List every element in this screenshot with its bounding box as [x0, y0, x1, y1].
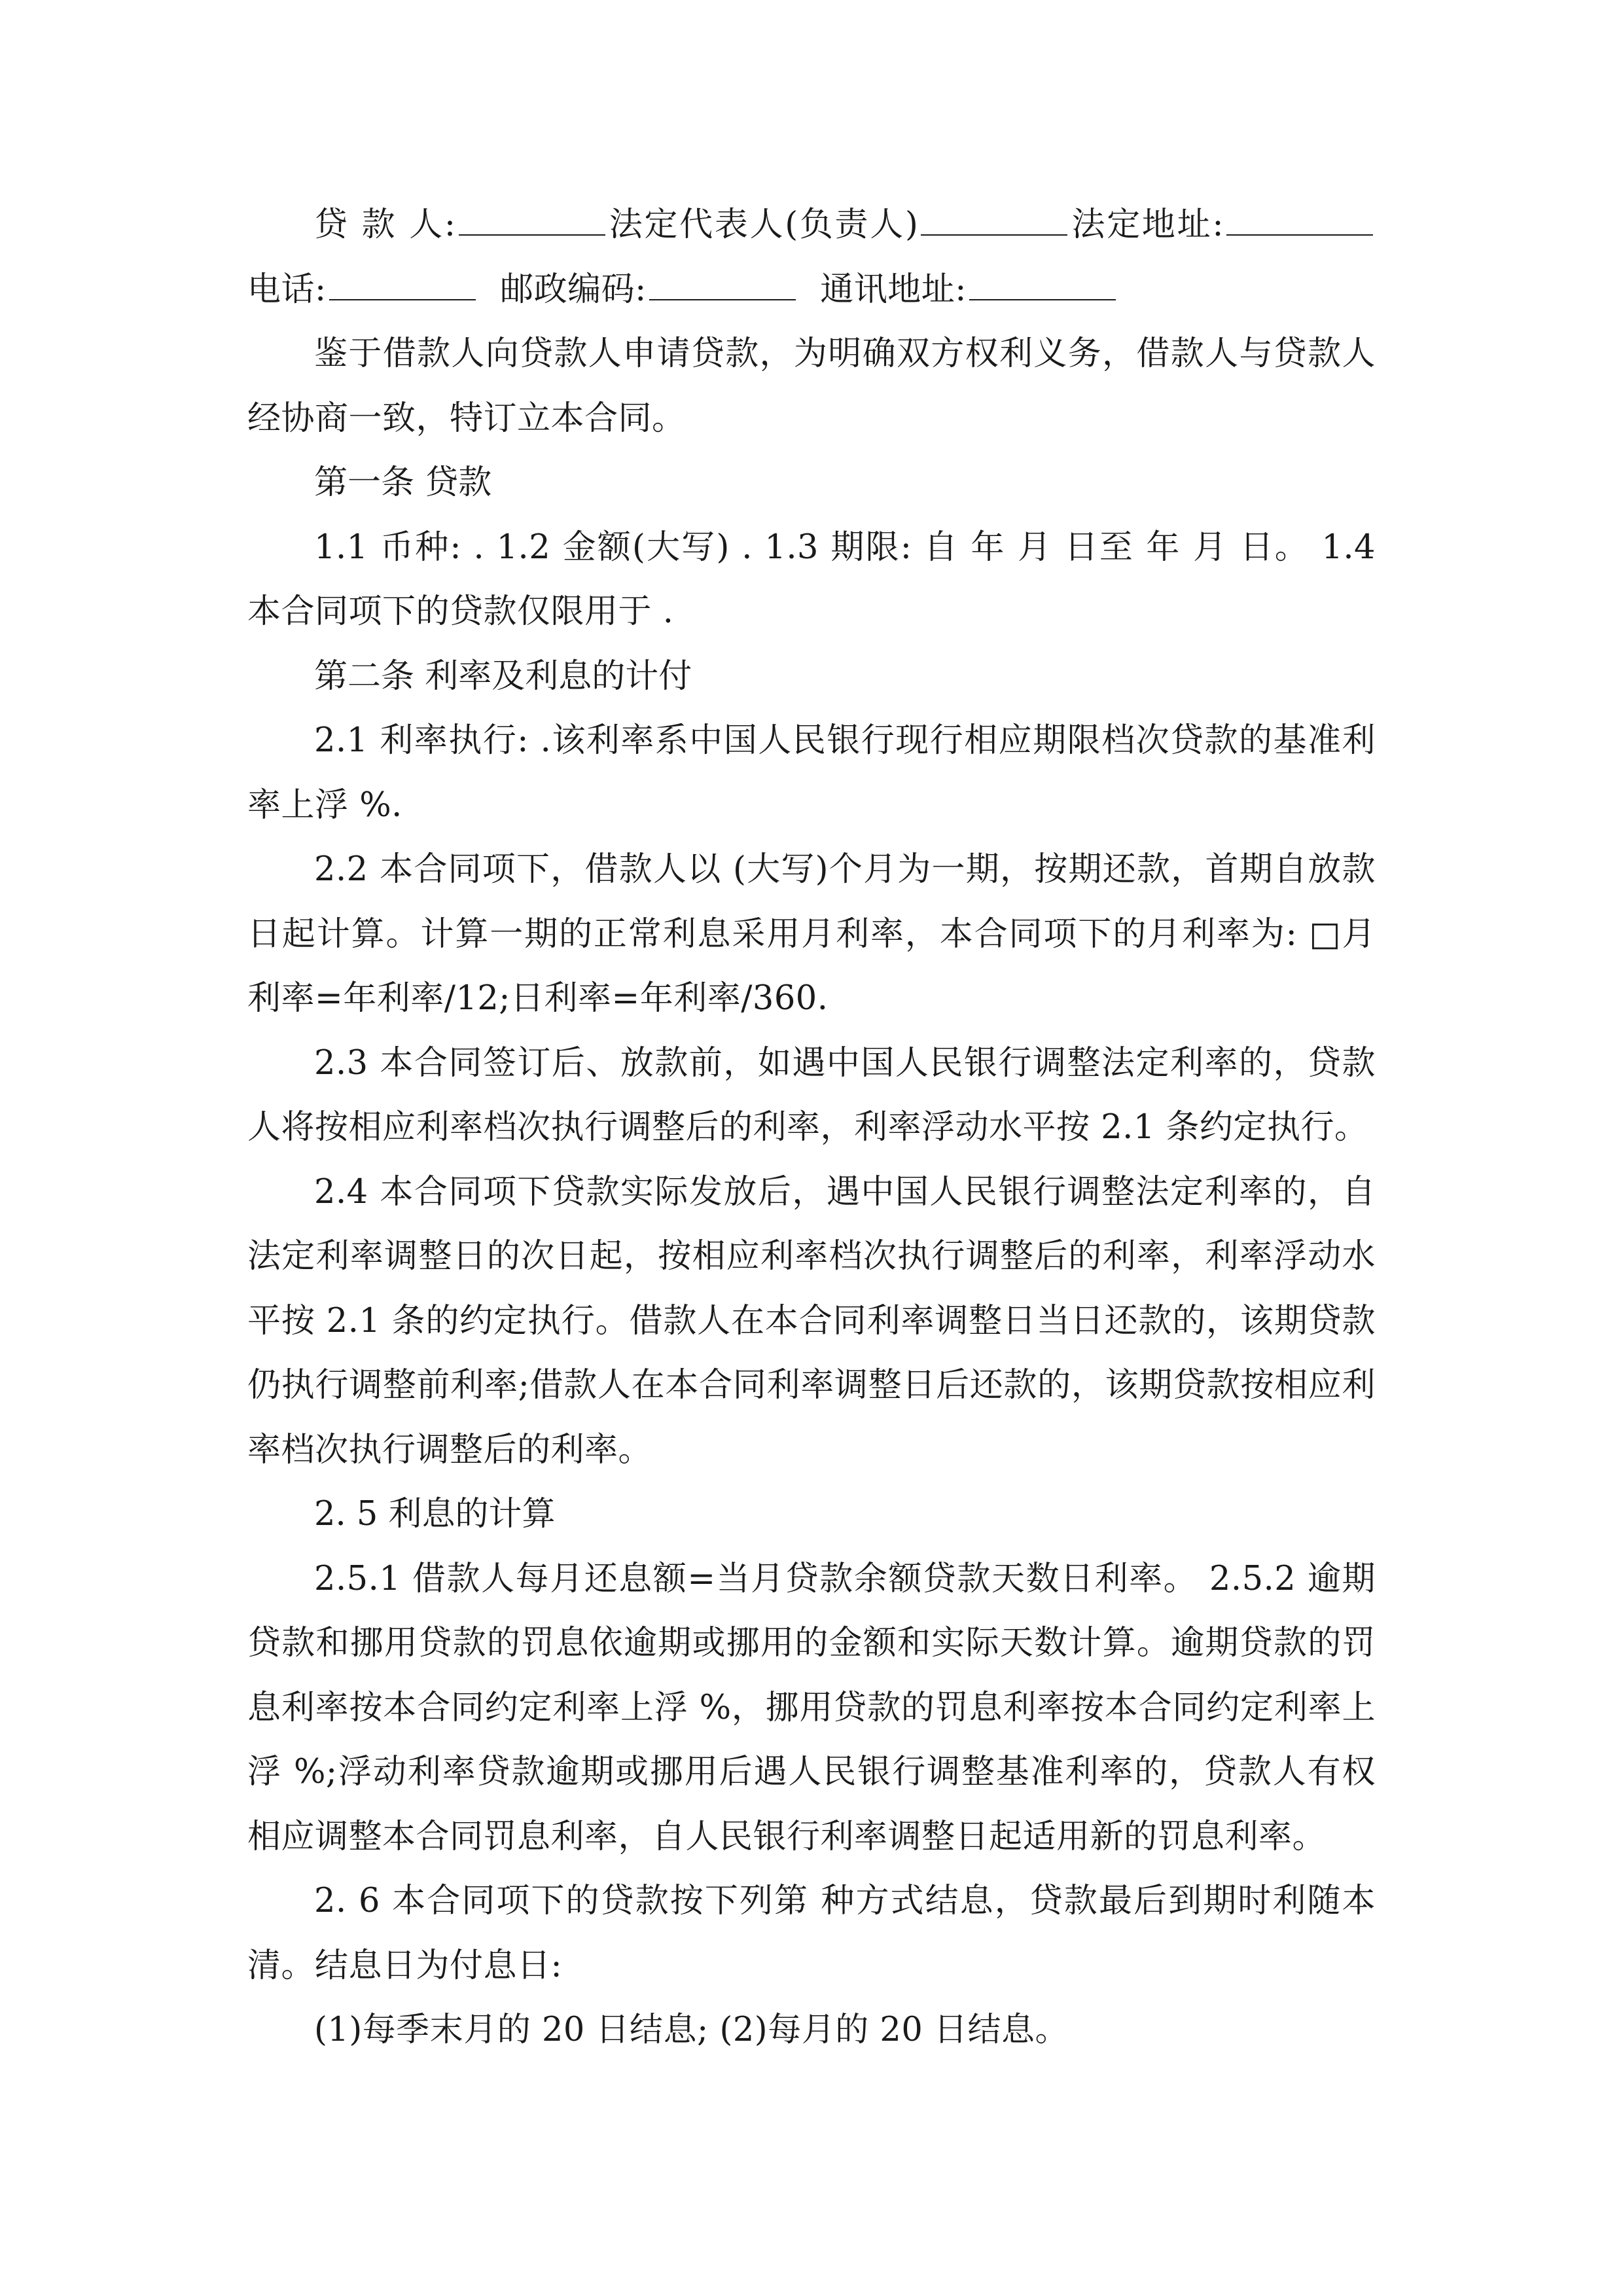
phone-label-part1: 电: [247, 270, 281, 309]
clause-2-6: 2. 6 本合同项下的贷款按下列第 种方式结息，贷款最后到期时利随本清。结息日为付息日:: [247, 1882, 1376, 1985]
postal-code-label: 邮政编码:: [500, 270, 647, 309]
phone-blank[interactable]: [329, 270, 476, 300]
article-1-title: 第一条 贷款: [314, 463, 492, 502]
intro-paragraph: 鉴于借款人向贷款人申请贷款，为明确双方权利义务，借款人与贷款人经协商一致，特订立本合同。: [247, 334, 1376, 438]
phone-label-part2: 话:: [281, 270, 327, 309]
legal-address-label: 法定地址:: [1070, 206, 1224, 244]
postal-code-blank[interactable]: [649, 270, 796, 300]
legal-rep-blank[interactable]: [921, 206, 1067, 236]
mail-address-label: 通讯地址:: [820, 270, 967, 309]
clause-2-4: 2.4 本合同项下贷款实际发放后，遇中国人民银行调整法定利率的，自法定利率调整日的次日起，按相应利率档次执行调整后的利率，利率浮动水平按 2.1 条的约定执行。借款人在本合同利率调整日当日还款的，该期贷款仍执行调整前利率;借款人在本合同利率调整日后还款的，该期贷款按相应利率档次执行调整后的利率。: [247, 1172, 1376, 1469]
clause-2-2: 2.2 本合同项下，借款人以 (大写)个月为一期，按期还款，首期自放款日起计算。计算一期的正常利息采用月利率，本合同项下的月利率为: □月利率=年利率/12;日利率=年利率/360.: [247, 850, 1376, 1018]
legal-address-blank[interactable]: [1226, 206, 1373, 236]
clause-2-5-body: 2.5.1 借款人每月还息额=当月贷款余额贷款天数日利率。 2.5.2 逾期贷款和挪用贷款的罚息依逾期或挪用的金额和实际天数计算。逾期贷款的罚息利率按本合同约定利率上浮 %，挪用贷款的罚息利率按本合同约定利率上浮 %;浮动利率贷款逾期或挪用后遇人民银行调整基准利率的，贷款人有权相应调整本合同罚息利率，自人民银行利率调整日起适用新的罚息利率。: [247, 1559, 1376, 1856]
document-page: [247, 193, 1376, 2063]
party-info-lines: [247, 193, 1376, 322]
mail-address-blank[interactable]: [969, 270, 1116, 300]
article-2-title: 第二条 利率及利息的计付: [314, 656, 692, 696]
clause-2-1: 2.1 利率执行: .该利率系中国人民银行现行相应期限档次贷款的基准利率上浮 %.: [247, 721, 1376, 825]
clause-2-6-options: (1)每季末月的 20 日结息; (2)每月的 20 日结息。: [314, 2011, 1069, 2049]
lender-blank[interactable]: [459, 206, 605, 236]
legal-rep-label: 法定代表人(负责人): [607, 206, 919, 244]
lender-label: 贷 款 人:: [314, 206, 456, 244]
clause-2-3: 2.3 本合同签订后、放款前，如遇中国人民银行调整法定利率的，贷款人将按相应利率档次执行调整后的利率，利率浮动水平按 2.1 条约定执行。: [247, 1043, 1376, 1147]
clause-2-5-title: 2. 5 利息的计算: [314, 1495, 556, 1534]
article-1-clause-1: 1.1 币种: . 1.2 金额(大写) . 1.3 期限: 自 年 月 日至 年 月 日。 1.4 本合同项下的贷款仅限用于 .: [247, 528, 1376, 631]
